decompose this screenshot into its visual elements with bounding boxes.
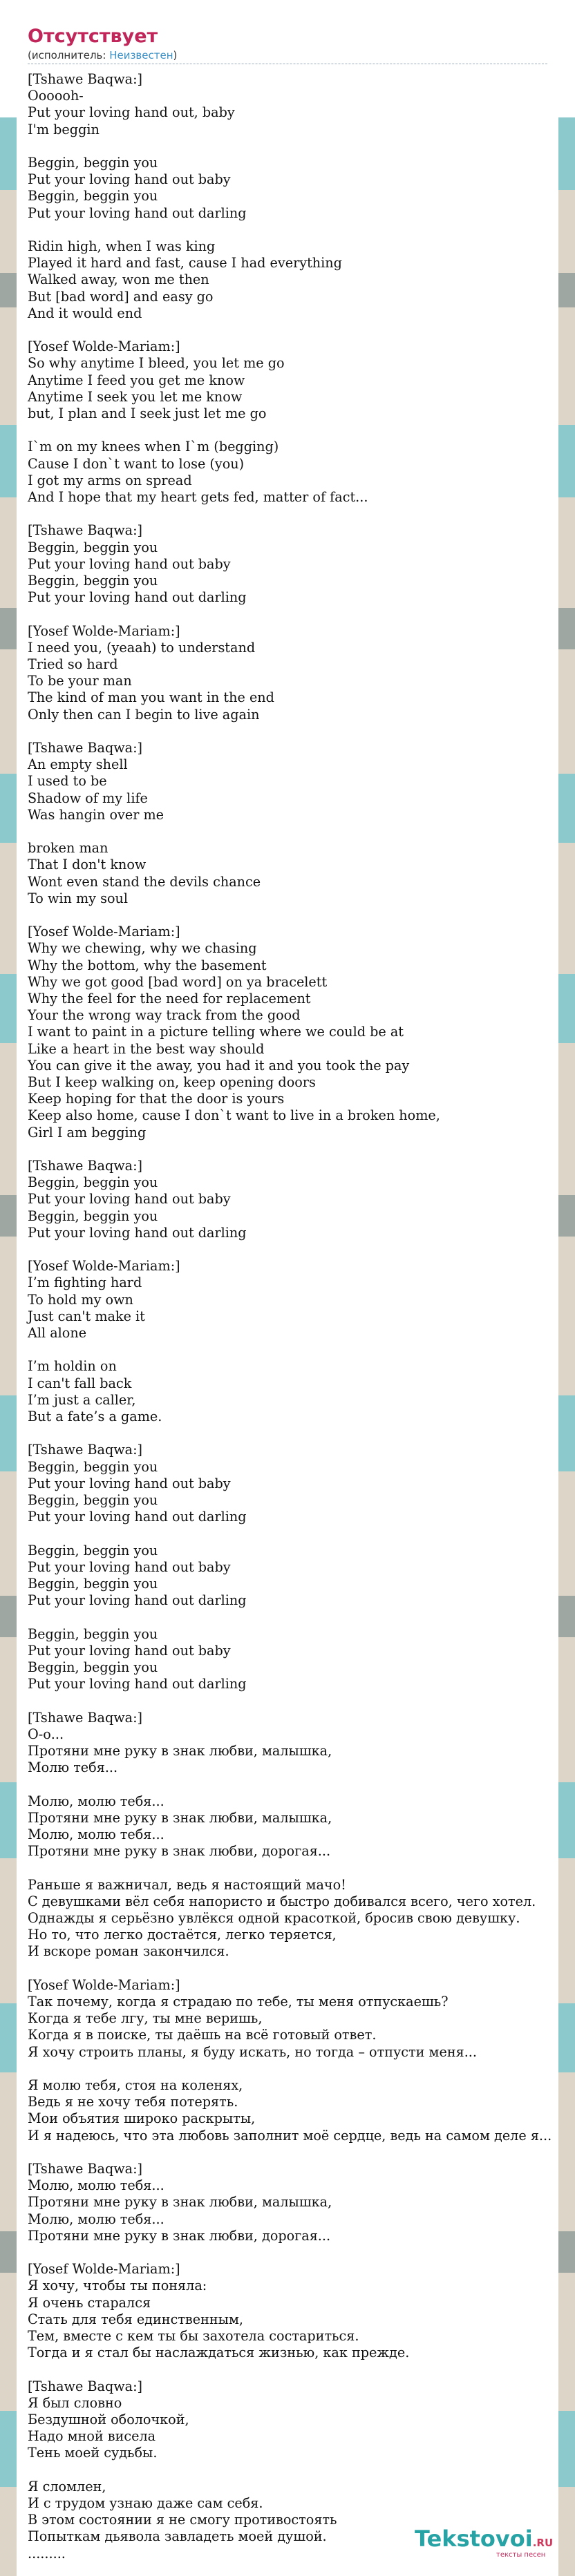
lyrics-line: Beggin, beggin you (28, 1542, 158, 1558)
artist-prefix: (исполнитель: (28, 49, 110, 61)
decorative-stripe (0, 273, 17, 307)
lyrics-line: Put your loving hand out baby (28, 1558, 231, 1575)
logo-tagline: тексты песен (496, 2551, 546, 2559)
lyrics-line: Put your loving hand out darling (28, 1509, 247, 1525)
lyrics-line: [Tshawe Baqwa:] (28, 1442, 143, 1458)
lyrics-blank-line (28, 2061, 574, 2077)
lyrics-line: Протяни мне руку в знак любви, дорогая... (28, 1843, 331, 1860)
lyrics-line: [Tshawe Baqwa:] (28, 2378, 143, 2394)
lyrics-line: Я молю тебя, стоя на коленях, (28, 2077, 243, 2094)
lyrics-line: I’m just a caller, (28, 1391, 136, 1408)
lyrics-line: Молю, молю тебя... (28, 2177, 164, 2194)
artist-suffix: ) (173, 49, 178, 61)
decorative-stripe (0, 2231, 17, 2273)
site-logo[interactable] (415, 2525, 553, 2566)
lyrics-line: И с трудом узнаю даже сам себя. (28, 2495, 263, 2512)
lyrics-line: Beggin, beggin you (28, 1174, 158, 1191)
lyrics-blank-line (28, 506, 574, 522)
lyrics-line: I need you, (yeaah) to understand (28, 639, 256, 656)
lyrics-line: To hold my own (28, 1291, 133, 1308)
lyrics-line: [Tshawe Baqwa:] (28, 1158, 143, 1174)
lyrics-line: You can give it the away, you had it and you took the pay (28, 1057, 410, 1074)
lyrics-line: [Yosef Wolde-Mariam:] (28, 1976, 180, 1993)
lyrics-line: Why the feel for the need for replacement (28, 991, 311, 1007)
lyrics-line: Was hangin over me (28, 806, 164, 823)
lyrics-line: Like a heart in the best way should (28, 1040, 265, 1057)
lyrics-blank-line (28, 1776, 574, 1793)
lyrics-line: [Tshawe Baqwa:] (28, 1709, 143, 1726)
lyrics-line: Протяни мне руку в знак любви, малышка, (28, 1809, 332, 1826)
lyrics-line: [Tshawe Baqwa:] (28, 740, 143, 756)
lyrics-line: Anytime I seek you let me know (28, 388, 243, 405)
lyrics-blank-line (28, 2144, 574, 2161)
decorative-stripe (0, 1395, 17, 1471)
lyrics-line: И вскоре роман закончился. (28, 1943, 229, 1960)
lyrics-line: Tried so hard (28, 656, 118, 673)
lyrics-line: Beggin, beggin you (28, 188, 158, 204)
lyrics-line: [Yosef Wolde-Mariam:] (28, 338, 180, 355)
lyrics-blank-line (28, 1342, 574, 1358)
lyrics-line: Я был словно (28, 2394, 122, 2411)
lyrics-line: Put your loving hand out darling (28, 1224, 247, 1241)
lyrics-line: Shadow of my life (28, 790, 148, 806)
decorative-stripe (0, 1237, 17, 1395)
lyrics-line: I can't fall back (28, 1375, 132, 1391)
lyrics-line: Протяни мне руку в знак любви, малышка, (28, 1743, 332, 1759)
lyrics-line: [Yosef Wolde-Mariam:] (28, 924, 180, 940)
decorative-stripe (0, 1858, 17, 2003)
decorative-stripe (0, 1637, 17, 1782)
lyrics-blank-line (28, 1860, 574, 1876)
lyrics-line: I'm beggin (28, 121, 100, 137)
lyrics-line: Ведь я не хочу тебя потерять. (28, 2094, 238, 2110)
lyrics-line: Anytime I feed you get me know (28, 372, 245, 388)
lyrics-line: broken man (28, 840, 109, 857)
lyrics-line: [Yosef Wolde-Mariam:] (28, 622, 180, 639)
lyrics-line: That I don't know (28, 857, 147, 873)
lyrics-blank-line (28, 1609, 574, 1625)
lyrics-line: I’m fighting hard (28, 1275, 142, 1291)
decorative-stripe (0, 0, 17, 117)
lyrics-line: Протяни мне руку в знак любви, дорогая... (28, 2227, 331, 2244)
decorative-stripe (0, 1195, 17, 1237)
lyrics-line: [Yosef Wolde-Mariam:] (28, 1258, 180, 1275)
decorative-stripe (0, 843, 17, 974)
lyrics-blank-line (28, 723, 574, 740)
lyrics-line: [Tshawe Baqwa:] (28, 71, 143, 87)
song-title: Отсутствует (28, 26, 158, 47)
lyrics-blank-line (28, 2244, 574, 2261)
artist-link[interactable]: Неизвестен (109, 49, 173, 61)
lyrics-blank-line (28, 1692, 574, 1709)
lyrics-blank-line (28, 1960, 574, 1977)
left-decorative-stripes (0, 0, 17, 2576)
lyrics-line: But a fate’s a game. (28, 1409, 162, 1425)
decorative-stripe (0, 2072, 17, 2231)
lyrics-line: Beggin, beggin you (28, 573, 158, 589)
lyrics-line: В этом состоянии я не смогу противостоять (28, 2512, 337, 2528)
lyrics-line: Молю, молю тебя... (28, 1793, 164, 1809)
lyrics-line: ......... (28, 2545, 66, 2561)
lyrics-line: Put your loving hand out darling (28, 1676, 247, 1692)
lyrics-line: Попыткам дьявола завладеть моей душой. (28, 2528, 327, 2545)
lyrics-blank-line (28, 907, 574, 924)
decorative-stripe (0, 974, 17, 1043)
lyrics-blank-line (28, 1241, 574, 1258)
lyrics-line: Keep also home, cause I don`t want to live in a broken home, (28, 1107, 440, 1124)
lyrics-line: And it would end (28, 305, 142, 321)
decorative-stripe (0, 190, 17, 273)
lyrics-line: Walked away, won me then (28, 271, 209, 288)
lyrics-line: Beggin, beggin you (28, 539, 158, 555)
decorative-stripe (0, 2273, 17, 2411)
lyrics-line: So why anytime I bleed, you let me go (28, 355, 285, 372)
lyrics-line: Put your loving hand out baby (28, 1475, 231, 1491)
lyrics-line: Put your loving hand out darling (28, 589, 247, 606)
lyrics-line: Why the bottom, why the basement (28, 957, 267, 973)
lyrics-blank-line (28, 322, 574, 338)
lyrics-line: Put your loving hand out baby (28, 171, 231, 188)
lyrics-line: Молю, молю тебя... (28, 2211, 164, 2227)
lyrics-line: Wont even stand the devils chance (28, 873, 261, 890)
lyrics-line: С девушками вёл себя напористо и быстро добивался всего, чего хотел. (28, 1893, 536, 1909)
lyrics-line: All alone (28, 1325, 87, 1342)
lyrics-line: Я очень старался (28, 2294, 151, 2311)
decorative-stripe (0, 497, 17, 608)
decorative-stripe (0, 649, 17, 774)
lyrics-blank-line (28, 823, 574, 840)
lyrics-line: Когда я в поиске, ты даёшь на всё готовый ответ. (28, 2027, 377, 2043)
lyrics-line: But I keep walking on, keep opening doors (28, 1074, 316, 1091)
lyrics-blank-line (28, 1525, 574, 1542)
lyrics-line: Стать для тебя единственным, (28, 2311, 243, 2327)
lyrics-line: Put your loving hand out baby (28, 1191, 231, 1208)
lyrics-page (28, 25, 574, 2562)
lyrics-line: I’m holdin on (28, 1358, 117, 1375)
lyrics-line: Но то, что легко достаётся, легко теряется, (28, 1927, 337, 1943)
lyrics-line: Put your loving hand out darling (28, 204, 247, 221)
decorative-stripe (0, 1596, 17, 1637)
lyrics-line: [Tshawe Baqwa:] (28, 522, 143, 539)
lyrics-line: Just can't make it (28, 1308, 145, 1324)
lyrics-line: Beggin, beggin you (28, 1492, 158, 1509)
lyrics-line: I got my arms on spread (28, 472, 192, 488)
decorative-stripe (0, 774, 17, 843)
lyrics-line: Put your loving hand out baby (28, 1642, 231, 1659)
lyrics-line: Beggin, beggin you (28, 1576, 158, 1592)
lyrics-line: but, I plan and I seek just let me go (28, 406, 267, 422)
lyrics-line: О-о... (28, 1726, 64, 1742)
lyrics-line: Я хочу строить планы, я буду искать, но тогда – отпусти меня... (28, 2043, 478, 2060)
lyrics-line: Однажды я серьёзно увлёкся одной красоткой, бросив свою девушку. (28, 1910, 520, 1927)
lyrics-text (28, 71, 574, 2562)
lyrics-line: Молю тебя... (28, 1759, 118, 1776)
lyrics-line: Beggin, beggin you (28, 155, 158, 171)
lyrics-line: Бездушной оболочкой, (28, 2412, 189, 2428)
lyrics-line: Only then can I begin to live again (28, 706, 260, 723)
lyrics-blank-line (28, 606, 574, 622)
lyrics-blank-line (28, 2361, 574, 2378)
lyrics-line: Beggin, beggin you (28, 1458, 158, 1475)
lyrics-line: Put your loving hand out, baby (28, 104, 235, 121)
lyrics-line: Put your loving hand out baby (28, 555, 231, 572)
lyrics-line: Я сломлен, (28, 2478, 106, 2494)
lyrics-line: And I hope that my heart gets fed, matter of fact... (28, 489, 368, 506)
lyrics-blank-line (28, 1425, 574, 1442)
lyrics-line: Я хочу, чтобы ты поняла: (28, 2278, 207, 2294)
lyrics-line: И я надеюсь, что эта любовь заполнит моё сердце, ведь на самом деле я... (28, 2127, 552, 2144)
lyrics-line: Мои объятия широко раскрыты, (28, 2110, 256, 2127)
lyrics-line: Your the wrong way track from the good (28, 1007, 301, 1024)
lyrics-line: [Yosef Wolde-Mariam:] (28, 2261, 180, 2278)
lyrics-line: Played it hard and fast, cause I had everything (28, 255, 342, 271)
artist-line (28, 48, 574, 62)
decorative-stripe (0, 117, 17, 190)
decorative-stripe (0, 2487, 17, 2576)
lyrics-line: An empty shell (28, 756, 128, 773)
lyrics-line: Когда я тебе лгу, ты мне веришь, (28, 2010, 263, 2027)
decorative-stripe (0, 608, 17, 649)
lyrics-blank-line (28, 422, 574, 439)
lyrics-line: To win my soul (28, 890, 129, 906)
decorative-stripe (0, 307, 17, 425)
lyrics-line: The kind of man you want in the end (28, 689, 274, 706)
decorative-stripe (0, 2003, 17, 2072)
decorative-stripe (0, 425, 17, 497)
decorative-stripe (0, 1782, 17, 1858)
lyrics-line: Put your loving hand out darling (28, 1592, 247, 1609)
lyrics-line: Тем, вместе с кем ты бы захотела состариться. (28, 2328, 359, 2345)
decorative-stripe (0, 1043, 17, 1195)
decorative-stripe (0, 2411, 17, 2487)
lyrics-line: Так почему, когда я страдаю по тебе, ты меня отпускаешь? (28, 1994, 449, 2010)
lyrics-line: Молю, молю тебя... (28, 1826, 164, 1843)
logo-name: Tekstovoi (415, 2526, 533, 2552)
lyrics-blank-line (28, 2462, 574, 2479)
lyrics-line: Why we chewing, why we chasing (28, 940, 257, 957)
lyrics-line: I`m on my knees when I`m (begging) (28, 439, 279, 455)
lyrics-line: Beggin, beggin you (28, 1625, 158, 1642)
decorative-stripe (0, 1471, 17, 1596)
lyrics-line: Beggin, beggin you (28, 1659, 158, 1676)
lyrics-line: Тень моей судьбы. (28, 2445, 158, 2461)
lyrics-line: Why we got good [bad word] on ya bracelett (28, 973, 328, 990)
lyrics-line: Oooooh- (28, 88, 84, 104)
lyrics-line: Надо мной висела (28, 2428, 156, 2445)
lyrics-line: Girl I am begging (28, 1124, 147, 1141)
lyrics-line: Раньше я важничал, ведь я настоящий мачо! (28, 1876, 346, 1893)
lyrics-line: Beggin, beggin you (28, 1208, 158, 1224)
lyrics-line: Cause I don`t want to lose (you) (28, 455, 245, 472)
lyrics-line: To be your man (28, 673, 132, 689)
lyrics-blank-line (28, 138, 574, 155)
lyrics-line: But [bad word] and easy go (28, 288, 214, 305)
lyrics-line: I want to paint in a picture telling where we could be at (28, 1024, 404, 1040)
lyrics-blank-line (28, 222, 574, 238)
logo-tld: .RU (532, 2537, 554, 2549)
lyrics-line: Протяни мне руку в знак любви, малышка, (28, 2194, 332, 2211)
lyrics-line: Keep hoping for that the door is yours (28, 1091, 285, 1107)
lyrics-blank-line (28, 1141, 574, 1158)
lyrics-line: Тогда и я стал бы наслаждаться жизнью, как прежде. (28, 2345, 410, 2361)
lyrics-line: I used to be (28, 773, 107, 790)
lyrics-line: Ridin high, when I was king (28, 238, 216, 254)
lyrics-line: [Tshawe Baqwa:] (28, 2161, 143, 2177)
